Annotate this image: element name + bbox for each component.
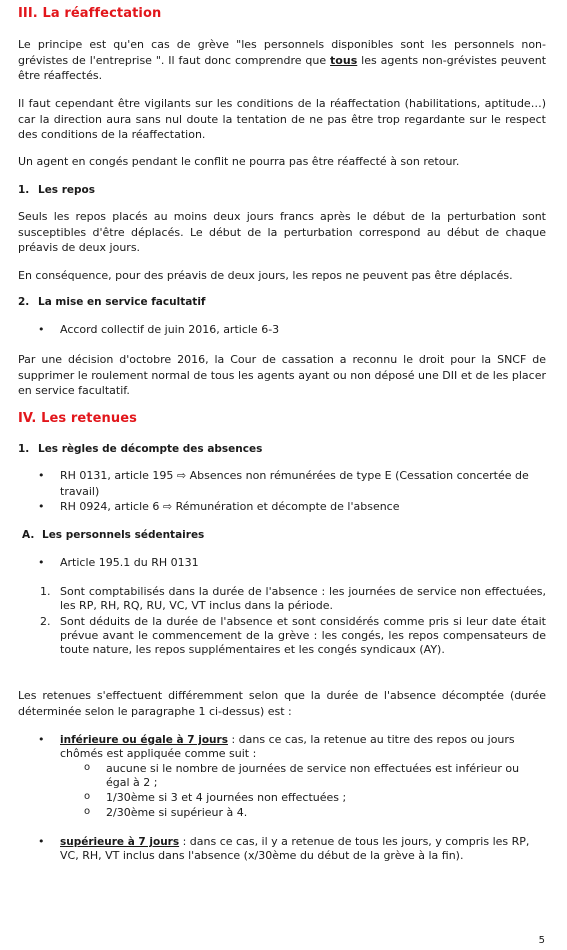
page-number: 5 — [538, 935, 545, 946]
heading-number: 1. — [18, 184, 30, 196]
sub-item-text: 2/30ème si supérieur à 4. — [106, 806, 248, 819]
heading-label: La mise en service facultatif — [38, 296, 206, 308]
bullet-icon: • — [38, 556, 45, 569]
heading-label: Les personnels sédentaires — [42, 529, 205, 541]
emphasis-tous: tous — [330, 53, 358, 67]
heading-number: A. — [22, 529, 35, 541]
heading-number: 1. — [18, 443, 30, 455]
list-item-text: Accord collectif de juin 2016, article 6-3 — [60, 323, 280, 336]
circle-bullet-icon: o — [84, 762, 91, 773]
item-text: Sont déduits de la durée de l'absence et sont considérés comme pris si leur date était prévue avant le commencement de la grève : les congés, les repos compensateurs de toute nature, les repos supplémentaires et les congés syndicaux (AY). — [60, 615, 546, 656]
paragraph-repos: Seuls les repos placés au moins deux jours francs après le début de la perturbation sont susceptibles d'être déplacés. Le début de la perturbation correspond au début de chaque préavis de deux jours. — [18, 210, 546, 254]
paragraph-text: les agents non-grévistes peuvent être réaffectés. — [18, 53, 547, 82]
paragraph-principe — [18, 37, 546, 84]
heading-repos — [18, 184, 95, 196]
paragraph-conges: Un agent en congés pendant le conflit ne pourra pas être réaffecté à son retour. — [18, 155, 460, 168]
heading-label: Les repos — [38, 184, 95, 196]
list-item — [38, 835, 546, 863]
item-text: Sont comptabilisés dans la durée de l'absence : les journées de service non effectuées, les RP, RH, RQ, RU, VC, VT inclus dans la période. — [60, 585, 546, 612]
paragraph-consequence: En conséquence, pour des préavis de deux jours, les repos ne peuvent pas être déplacés. — [18, 269, 513, 282]
item-number: 2. — [40, 615, 51, 628]
list-item-text: RH 0924, article 6 ⇨ Rémunération et décompte de l'absence — [60, 500, 400, 513]
emphasis-inferieure: inférieure ou égale à 7 jours — [60, 734, 228, 746]
sub-item-text: aucune si le nombre de journées de service non effectuées est inférieur ou égal à 2 ; — [106, 762, 520, 789]
numbered-item — [40, 585, 546, 613]
sub-list-item — [84, 791, 546, 805]
sub-list-item — [84, 762, 546, 790]
sub-item-text: 1/30ème si 3 et 4 journées non effectuées ; — [106, 791, 347, 804]
list-item — [38, 555, 540, 571]
list-item-text: RH 0131, article 195 ⇨ Absences non rémunérées de type E (Cessation concertée de travail) — [60, 469, 529, 498]
bullet-icon: • — [38, 835, 45, 848]
emphasis-superieure: supérieure à 7 jours — [60, 836, 180, 848]
list-item — [38, 322, 540, 338]
heading-label: Les règles de décompte des absences — [38, 443, 263, 455]
paragraph-retenues: Les retenues s'effectuent différemment selon que la durée de l'absence décomptée (durée déterminée selon le paragraphe 1 ci-dessus) est : — [18, 689, 546, 718]
list-item — [38, 468, 546, 499]
section-title-retenues: IV. Les retenues — [18, 411, 137, 426]
heading-number: 2. — [18, 296, 30, 308]
heading-service-facultatif — [18, 296, 206, 308]
circle-bullet-icon: o — [84, 791, 91, 802]
list-item — [38, 499, 546, 515]
sub-list-item — [84, 806, 546, 820]
section-title-reaffectation: III. La réaffectation — [18, 6, 162, 21]
heading-regles-decompte — [18, 443, 262, 455]
circle-bullet-icon: o — [84, 806, 91, 817]
heading-personnels-sedentaires — [22, 529, 204, 541]
paragraph-vigilance: Il faut cependant être vigilants sur les conditions de la réaffectation (habilitations, aptitude…) car la direction aura sans nul doute la tentation de ne pas être trop regardante sur le respect des conditions de la réaffectation. — [18, 97, 546, 141]
paragraph-cassation: Par une décision d'octobre 2016, la Cour de cassation a reconnu le droit pour la SNCF de supprimer le roulement normal de tous les agents ayant ou non déposé une DII et de les placer en service facultatif. — [18, 353, 546, 397]
item-number: 1. — [40, 585, 51, 598]
bullet-icon: • — [38, 733, 45, 746]
numbered-item — [40, 615, 546, 657]
bullet-icon: • — [38, 323, 45, 336]
list-item-text: : dans ce cas, il y a retenue de tous les jours, y compris les RP, VC, RH, VT inclus dans l'absence (x/30ème du début de la grève à la fin). — [60, 835, 530, 862]
bullet-icon: • — [38, 500, 45, 513]
list-item-text: Article 195.1 du RH 0131 — [60, 556, 199, 569]
list-item — [38, 733, 546, 761]
list-item-text: : dans ce cas, la retenue au titre des repos ou jours chômés est appliquée comme suit : — [60, 733, 515, 760]
paragraph-text: Le principe est qu'en cas de grève "les personnels disponibles sont les personnels non-grévistes de l'entreprise ". Il faut donc comprendre que — [18, 38, 546, 67]
bullet-icon: • — [38, 469, 45, 482]
